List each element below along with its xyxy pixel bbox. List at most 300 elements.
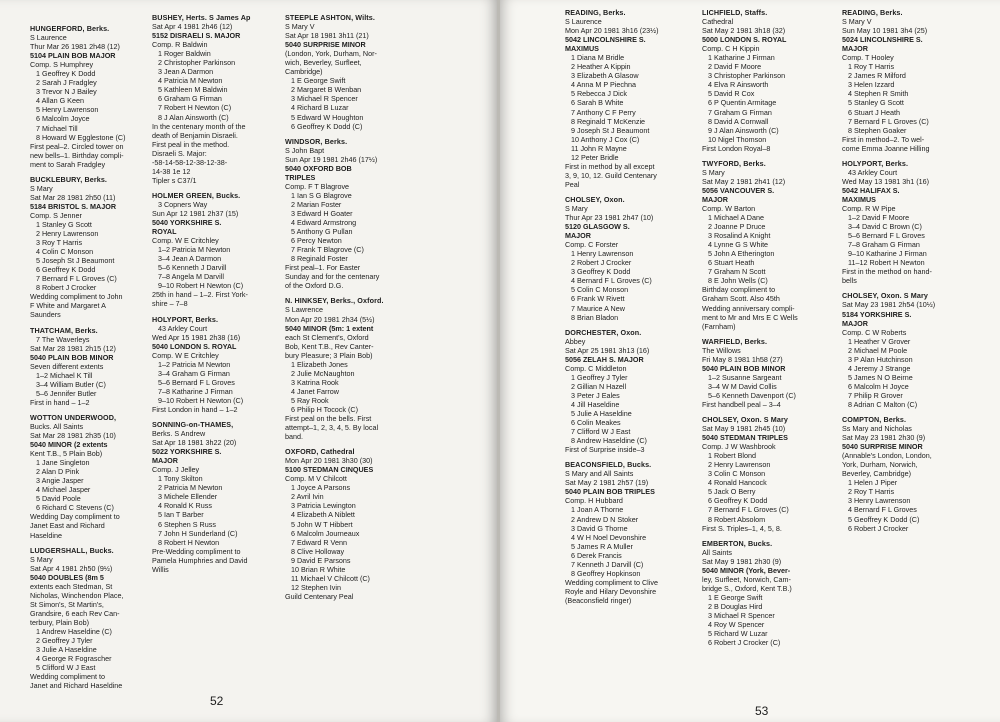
peal-entry — [702, 8, 834, 153]
peal-entry — [842, 291, 972, 409]
entry-line: S Lawrence — [285, 305, 323, 315]
ringer-line: 7 Kenneth J Darvill (C) — [571, 559, 644, 569]
tower-name: HOLMER GREEN, Bucks. — [152, 190, 241, 200]
peal-entry — [152, 191, 280, 309]
entry-line: First London Royal–8 — [702, 143, 771, 153]
entry-line: Pre-Wedding compliment to — [152, 546, 241, 556]
entry-line: Sun Apr 12 1981 2h37 (15) — [152, 208, 239, 218]
tower-name: THATCHAM, Berks. — [30, 325, 98, 335]
method-line: TRIPLES — [285, 172, 316, 182]
entry-line: (Annable's London, London, — [842, 451, 932, 461]
ringer-line: 8 Brian Bladon — [571, 312, 619, 322]
entry-line: Comp. C Forster — [565, 240, 619, 250]
ringer-line: 2 Andrew D N Stoker — [571, 514, 639, 524]
ringer-line: 2 Geoffrey J Tyler — [36, 636, 93, 646]
page-number-right: 53 — [755, 704, 769, 718]
ringer-line: 4 Lynne G S White — [708, 240, 769, 250]
entry-line: extents each Stedman, St — [30, 581, 113, 591]
ringer-line: 3 Patricia Lewington — [291, 501, 356, 511]
entry-line: All Saints — [702, 547, 732, 557]
entry-line: Comp. W Barton — [702, 203, 756, 213]
entry-line: Wedding compliment to — [30, 672, 105, 682]
method-line: MAJOR — [152, 456, 178, 466]
entry-line: Bucks. All Saints — [30, 421, 84, 431]
ringer-line: 8 Adrian C Malton (C) — [848, 399, 918, 409]
entry-line: bridge S., Oxford, Kent T.B.) — [702, 583, 792, 593]
entry-line: Comp. T Hooley — [842, 53, 894, 63]
ringer-line: 5 Clifford W J East — [36, 663, 96, 673]
entry-line: Saunders — [30, 310, 61, 320]
entry-line: of the Oxford D.G. — [285, 281, 344, 291]
ringer-line: 3 Jean A Darmon — [158, 67, 214, 77]
entry-line: Comp. W E Critchley — [152, 350, 219, 360]
ringer-line: 3–4 David C Brown (C) — [848, 222, 922, 232]
method-line: 5184 YORKSHIRE S. — [842, 309, 912, 319]
entry-line: Sat Apr 4 1981 2h46 (12) — [152, 22, 233, 32]
right-page — [500, 0, 1000, 722]
entry-line: Peal — [565, 179, 580, 189]
method-line: 5040 SURPRISE MINOR — [842, 442, 923, 452]
tower-name: LUDGERSHALL, Bucks. — [30, 545, 114, 555]
method-line: 5040 SURPRISE MINOR — [285, 40, 366, 50]
peal-entry — [152, 13, 280, 185]
entry-line: S Mary — [30, 183, 53, 193]
ringer-line: 3 Roy T Harris — [36, 238, 83, 248]
ringer-line: 3 David G Thorne — [571, 523, 628, 533]
ringer-line: 1 E George Swift — [291, 76, 346, 86]
entry-line: Sat Mar 28 1981 2h50 (11) — [30, 192, 116, 202]
ringer-line: 8 Stephen Goaker — [848, 125, 907, 135]
ringer-line: 2 David F Moore — [708, 62, 762, 72]
ringer-line: 4 Elizabeth A Niblett — [291, 510, 355, 520]
ringer-line: 6 Sarah B White — [571, 98, 624, 108]
entry-line: Sat May 23 1981 2h54 (10½) — [842, 300, 936, 310]
ringer-line: 2 Michael M Poole — [848, 345, 908, 355]
ringer-line: 2 James R Milford — [848, 71, 906, 81]
ringer-line: 4 Bernard F L Groves — [848, 505, 917, 515]
ringer-line: 6 P Quentin Armitage — [708, 98, 777, 108]
ringer-line: 5 Ray Rook — [291, 395, 329, 405]
method-line: 5040 MINOR (2 extents — [30, 440, 108, 450]
peal-entry — [30, 175, 154, 320]
entry-line: F White and Margaret A — [30, 301, 106, 311]
ringer-line: 7 Bernard F L Groves (C) — [708, 505, 789, 515]
ringer-line: 8 Robert J Crocker — [36, 283, 97, 293]
ringer-line: 6 Colin Meakes — [571, 418, 621, 428]
entry-line: Comp. M V Chilcott — [285, 474, 347, 484]
entry-line: S John Bapt — [285, 145, 325, 155]
ringer-line: 6 Stuart Heath — [708, 258, 755, 268]
right-column-2 — [702, 8, 834, 653]
ringer-line: 5–6 Jennifer Butler — [36, 388, 97, 398]
ringer-line: 1 Roy T Harris — [848, 62, 895, 72]
ringer-line: 8 Robert Absolom — [708, 514, 766, 524]
entry-line: Comp. C H Kippin — [702, 44, 760, 54]
ringer-line: 5 Richard W Luzar — [708, 629, 768, 639]
method-line: 5040 MINOR (York, Bever- — [702, 565, 791, 575]
ringer-line: 9–10 Robert H Newton (C) — [158, 281, 244, 291]
ringer-line: 6 Malcolm Journeaux — [291, 528, 360, 538]
ringer-line: 2 Patricia M Newton — [158, 483, 223, 493]
entry-line: Thur Apr 23 1981 2h47 (10) — [565, 213, 654, 223]
ringer-line: 3 Rosalind A Knight — [708, 231, 771, 241]
method-line: 5120 GLASGOW S. — [565, 222, 630, 232]
ringer-line: 1 Andrew Haseldine (C) — [36, 627, 112, 636]
ringer-line: 5 David R Cox — [708, 89, 755, 99]
ringer-line: 3–4 Graham G Firman — [158, 368, 230, 378]
entry-line: Comp. F T Blagrove — [285, 181, 350, 191]
ringer-line: 5 Joseph St J Beaumont — [36, 256, 115, 266]
ringer-line: 7 Maurice A New — [571, 303, 625, 313]
entry-line: bury Pleasure; 3 Plain Bob) — [285, 350, 373, 360]
peal-entry — [702, 337, 834, 409]
entry-line: wich, Beverley, Surfleet, — [285, 58, 362, 68]
ringer-line: 5 James N O Beirne — [848, 372, 913, 382]
ringer-line: 7 Clifford W J East — [571, 427, 631, 437]
ringer-line: 8 Andrew Haseldine (C) — [571, 436, 647, 446]
ringer-line: 1 Joyce A Parsons — [291, 483, 351, 493]
ringer-line: 1–2 Michael K Till — [36, 370, 93, 380]
ringer-line: 5–6 Bernard F L Groves — [848, 231, 925, 241]
ringer-line: 4 Bernard F L Groves (C) — [571, 276, 652, 286]
ringer-line: 4 Allan G Keen — [36, 96, 84, 106]
ringer-line: 7 Robert H Newton (C) — [158, 103, 232, 113]
peal-entry — [565, 460, 697, 605]
method-line: 5104 PLAIN BOB MAJOR — [30, 51, 116, 61]
entry-line: Wedding Day compliment to — [30, 512, 120, 522]
ringer-line: 6 Geoffrey K Dodd — [36, 265, 96, 275]
tower-name: SONNING-on-THAMES, — [152, 420, 234, 430]
entry-line: shire – 7–8 — [152, 299, 188, 309]
ringer-line: 2 Heather A Kippin — [571, 62, 631, 72]
ringer-line: 4 Jeremy J Strange — [848, 363, 911, 373]
entry-line: S Laurence — [30, 33, 67, 43]
ringer-line: 6 Percy Newton — [291, 236, 342, 246]
tower-name: COMPTON, Berks. — [842, 415, 907, 425]
method-line: 5152 DISRAELI S. MAJOR — [152, 31, 241, 41]
ringer-line: 5 Jack O Berry — [708, 487, 756, 497]
ringer-line: 2 Roy T Harris — [848, 487, 895, 497]
entry-line: new bells–1. Birthday compli- — [30, 150, 124, 160]
tower-name: CHOLSEY, Oxon. S Mary — [702, 415, 788, 425]
method-line: 5000 LONDON S. ROYAL — [702, 35, 787, 45]
ringer-line: 4 Stephen R Smith — [848, 89, 909, 99]
ringer-line: 6 Derek Francis — [571, 550, 622, 560]
tower-name: N. HINKSEY, Berks., Oxford. — [285, 296, 384, 306]
method-line: 5184 BRISTOL S. MAJOR — [30, 201, 117, 211]
ringer-line: 1 Katharine J Firman — [708, 53, 775, 63]
ringer-line: 4 George R Fograscher — [36, 654, 112, 664]
entry-line: First peal on the bells. First — [285, 414, 372, 424]
ringer-line: 7 Edward R Venn — [291, 537, 347, 547]
ringer-line: 10 Nigel Thomson — [708, 134, 767, 144]
ringer-line: 8 Reginald Foster — [291, 254, 348, 264]
ringer-line: 4 Michael Jasper — [36, 485, 91, 495]
ringer-line: 3 Trevor N J Bailey — [36, 87, 97, 97]
method-line: 5040 PLAIN BOB MINOR — [30, 352, 114, 362]
entry-line: Ss Mary and Nicholas — [842, 424, 912, 434]
ringer-line: 5 Rebecca J Dick — [571, 89, 627, 99]
entry-line: Abbey — [565, 336, 586, 346]
ringer-line: 11 Michael V Chilcott (C) — [291, 573, 370, 583]
ringer-line: 3 P Alan Hutchinson — [848, 354, 913, 364]
ringer-line: 1 Tony Skilton — [158, 474, 203, 484]
entry-line: ley, Surfleet, Norwich, Cam- — [702, 574, 791, 584]
entry-line: Sat May 2 1981 3h18 (32) — [702, 26, 786, 36]
entry-line: Comp. C W Roberts — [842, 327, 907, 337]
entry-line: come Emma Joanne Hilling — [842, 143, 930, 153]
entry-line: Seven different extents — [30, 361, 104, 371]
ringer-line: 7 The Waverleys — [36, 334, 90, 344]
peal-entry — [565, 195, 697, 322]
entry-line: (Beaconsfield ringer) — [565, 595, 632, 605]
ringer-line: 3 Julie A Haseldine — [36, 645, 97, 655]
tower-name: READING, Berks. — [842, 8, 903, 17]
peal-entry — [285, 447, 415, 601]
ringer-line: 8 Howard W Egglestone (C) — [36, 132, 126, 142]
ringer-line: 1 Diana M Bridle — [571, 53, 625, 63]
left-page — [0, 0, 497, 722]
left-column-3 — [285, 13, 415, 607]
ringer-line: 8 E John Wells (C) — [708, 276, 768, 286]
entry-line: First peal–1. For Easter — [285, 263, 361, 273]
ringer-line: 5 Stanley G Scott — [848, 98, 904, 108]
entry-line: S Mary V — [285, 22, 315, 32]
entry-line: Wedding compliment to Clive — [565, 577, 658, 587]
ringer-line: 7 Graham N Scott — [708, 267, 766, 277]
method-line: 5022 YORKSHIRE S. — [152, 447, 222, 457]
entry-line: Sat Apr 18 1981 3h22 (20) — [152, 438, 237, 448]
ringer-line: 1 Robert Blond — [708, 451, 756, 461]
ringer-line: 4 Patricia M Newton — [158, 76, 223, 86]
method-line: MAJOR — [565, 231, 591, 241]
ringer-line: 10 Anthony J Cox (C) — [571, 134, 640, 144]
entry-line: Bob, Kent T.B., Rev Canter- — [285, 341, 374, 351]
peal-entry — [30, 413, 154, 540]
entry-line: Tipler s C37/1 — [152, 175, 197, 185]
ringer-line: 2 Marian Foster — [291, 199, 342, 209]
entry-line: Royle and Hilary Devonshire — [565, 586, 657, 596]
ringer-line: 6 Malcolm H Joyce — [848, 381, 909, 391]
ringer-line: 3 Christopher Parkinson — [708, 71, 786, 81]
ringer-line: 1 Heather V Grover — [848, 336, 911, 346]
ringer-line: 2 Gillian N Hazell — [571, 381, 627, 391]
tower-name: WARFIELD, Berks. — [702, 336, 768, 346]
ringer-line: 5 Edward W Houghton — [291, 112, 364, 122]
method-line: 5040 PLAIN BOB TRIPLES — [565, 487, 655, 497]
ringer-line: 1 Roger Baldwin — [158, 49, 211, 59]
entry-line: attempt–1, 2, 3, 4, 5. By local — [285, 423, 379, 433]
method-line: 5056 VANCOUVER S. — [702, 185, 775, 195]
ringer-line: 1–2 Patricia M Newton — [158, 245, 231, 255]
right-column-1 — [565, 8, 697, 611]
tower-name: WINDSOR, Berks. — [285, 136, 348, 146]
entry-line: First handbell peal – 3–4 — [702, 399, 781, 409]
entry-line: Sun Apr 19 1981 2h46 (17½) — [285, 154, 378, 164]
method-line: 5040 DOUBLES (8m 5 — [30, 572, 104, 582]
ringer-line: 4 W H Noel Devonshire — [571, 532, 647, 542]
ringer-line: 2 Henry Lawrenson — [708, 460, 771, 470]
ringer-line: 7–8 Katharine J Firman — [158, 386, 233, 396]
peal-entry — [565, 8, 697, 189]
ringer-line: 1 Geoffrey J Tyler — [571, 372, 628, 382]
ringer-line: 3–4 W M David Collis — [708, 381, 777, 391]
entry-line: Sunday and for the centenary — [285, 272, 380, 282]
ringer-line: 8 Clive Holloway — [291, 546, 345, 556]
ringer-line: 3 Peter J Eales — [571, 390, 620, 400]
method-line: 5040 YORKSHIRE S. — [152, 218, 222, 228]
tower-name: OXFORD, Cathedral — [285, 447, 355, 457]
method-line: 5024 LINCOLNSHIRE S. — [842, 35, 923, 45]
entry-line: Comp. W E Critchley — [152, 236, 219, 246]
ringer-line: 3 Edward H Goater — [291, 208, 353, 218]
tower-name: LICHFIELD, Staffs. — [702, 8, 768, 17]
method-line: 5040 PLAIN BOB MINOR — [702, 363, 786, 373]
entry-line: York, Durham, Norwich, — [842, 460, 918, 470]
ringer-line: 12 Peter Bridle — [571, 152, 619, 162]
entry-line: each St Clement's, Oxford — [285, 332, 369, 342]
ringer-line: 7 Anthony C F Perry — [571, 107, 636, 117]
ringer-line: 7–8 Graham G Firman — [848, 240, 920, 250]
ringer-line: 6 Robert J Crocker (C) — [708, 638, 781, 648]
ringer-line: 4 Ronald K Russ — [158, 501, 212, 511]
entry-line: Comp. R W Pipe — [842, 203, 896, 213]
ringer-line: 1 Jane Singleton — [36, 458, 90, 468]
entry-line: First of Surprise inside–3 — [565, 445, 645, 455]
entry-line: ment to Sarah Fradgley — [30, 159, 106, 169]
ringer-line: 7 Philip R Grover — [848, 390, 903, 400]
tower-name: WOTTON UNDERWOOD, — [30, 412, 117, 422]
entry-line: Comp. S Humphrey — [30, 60, 94, 70]
entry-line: Comp. S Jenner — [30, 210, 82, 220]
ringer-line: 3 Michele Ellender — [158, 492, 218, 502]
method-line: 5040 LONDON S. ROYAL — [152, 341, 237, 351]
ringer-line: 6 Malcolm Joyce — [36, 114, 90, 124]
entry-line: Sat Apr 25 1981 3h13 (16) — [565, 345, 650, 355]
ringer-line: 6 Geoffrey K Dodd (C) — [291, 121, 363, 131]
peal-entry — [30, 24, 154, 169]
ringer-line: 5 Julie A Haseldine — [571, 409, 632, 419]
ringer-line: 2 B Douglas Hird — [708, 601, 763, 611]
entry-line: Sat May 2 1981 2h57 (19) — [565, 478, 649, 488]
entry-line: Graham Scott. Also 45th — [702, 294, 780, 304]
entry-line: Kent T.B., 5 Plain Bob) — [30, 449, 103, 459]
entry-line: terbury, Plain Bob) — [30, 617, 89, 627]
entry-line: Cathedral — [702, 17, 734, 27]
method-line: MAJOR — [842, 318, 868, 328]
ringer-line: 3–4 William Butler (C) — [36, 379, 106, 389]
peal-entry — [285, 137, 415, 291]
peal-entry — [30, 546, 154, 691]
ringer-line: 8 Robert H Newton — [158, 537, 220, 547]
entry-line: Janet East and Richard — [30, 521, 105, 531]
entry-line: Janet and Richard Haseldine — [30, 681, 123, 691]
entry-line: S Mary and All Saints — [565, 469, 634, 479]
ringer-line: 2 Alan D Pink — [36, 467, 80, 477]
ringer-line: 1 Elizabeth Jones — [291, 359, 348, 369]
ringer-line: 11 John R Mayne — [571, 143, 627, 153]
ringer-line: 4 Jill Haseldine — [571, 399, 620, 409]
method-line: MAJOR — [842, 44, 868, 54]
entry-line: First S. Triples–1, 4, 5, 8. — [702, 523, 782, 533]
method-line: MAJOR — [702, 194, 728, 204]
entry-line: First in the method on hand- — [842, 267, 932, 277]
ringer-line: 2 Avril Ivin — [291, 492, 324, 502]
ringer-line: 5 Ian T Barber — [158, 510, 204, 520]
entry-line: 3, 9, 10, 12. Guild Centenary — [565, 170, 657, 180]
entry-line: Nicholas, Winchendon Place, — [30, 590, 124, 600]
method-line: 5042 HALIFAX S. — [842, 185, 900, 195]
ringer-line: 1 Ian S G Blagrove — [291, 190, 352, 200]
peal-entry — [702, 539, 834, 648]
entry-line: Willis — [152, 564, 169, 574]
entry-line: Sun May 10 1981 3h4 (25) — [842, 26, 928, 36]
ringer-line: 7 Bernard F L Groves (C) — [36, 274, 117, 284]
entry-line: First peal–2. Circled tower on — [30, 141, 124, 151]
entry-line: Comp. J W Washbrook — [702, 442, 776, 452]
ringer-line: 1 Stanley G Scott — [36, 219, 92, 229]
ringer-line: 6 Stuart J Heath — [848, 107, 900, 117]
tower-name: BEACONSFIELD, Bucks. — [565, 460, 652, 470]
entry-line: S Laurence — [565, 17, 602, 27]
entry-line: Disraeli S. Major: — [152, 148, 207, 158]
ringer-line: 4 Elva R Ainsworth — [708, 80, 769, 90]
ringer-line: 2 Christopher Parkinson — [158, 58, 236, 68]
entry-line: Sat Apr 4 1981 2h50 (9½) — [30, 563, 113, 573]
entry-line: -58-14-58-12-38-12-38- — [152, 157, 228, 167]
ringer-line: 4 Janet Farrow — [291, 386, 339, 396]
ringer-line: 8 Reginald T McKenzie — [571, 116, 646, 126]
entry-line: Sat May 9 1981 2h45 (10) — [702, 424, 786, 434]
ringer-line: 9–10 Katharine J Firman — [848, 249, 927, 259]
entry-line: Thur Mar 26 1981 2h48 (12) — [30, 42, 120, 52]
ringer-line: 5 James R A Muller — [571, 541, 633, 551]
page-number-left: 52 — [210, 694, 224, 708]
ringer-line: 4 Richard B Luzar — [291, 103, 349, 113]
right-column-3 — [842, 8, 972, 539]
ringer-line: 4 Edward Armstrong — [291, 218, 357, 228]
method-line: 5040 OXFORD BOB — [285, 163, 352, 173]
ringer-line: 9 David E Parsons — [291, 555, 351, 565]
ringer-line: 2 Sarah J Fradgley — [36, 78, 97, 88]
ringer-line: 7 Graham G Firman — [708, 107, 772, 117]
entry-line: S Mary V — [842, 17, 872, 27]
ringer-line: 2 Joanne P Druce — [708, 222, 766, 232]
ringer-line: 5 Kathleen M Baldwin — [158, 85, 228, 95]
peal-entry — [842, 415, 972, 533]
entry-line: Wedding compliment to John — [30, 292, 123, 302]
peal-entry — [702, 415, 834, 533]
peal-entry — [285, 13, 415, 131]
ringer-line: 5 David Poole — [36, 494, 81, 504]
tower-name: STEEPLE ASHTON, Wilts. — [285, 13, 375, 22]
ringer-line: 6 Geoffrey K Dodd — [708, 496, 768, 506]
peal-entry — [285, 296, 415, 441]
tower-name: HOLYPORT, Berks. — [152, 314, 219, 324]
tower-name: HOLYPORT, Berks. — [842, 158, 909, 168]
ringer-line: 3 Henry Lawrenson — [848, 496, 911, 506]
ringer-line: 9 Joseph St J Beaumont — [571, 125, 650, 135]
entry-line: Birthday compliment to — [702, 285, 776, 295]
ringer-line: 5 Colin C Monson — [571, 285, 629, 295]
ringer-line: 7 Bernard F L Groves (C) — [848, 116, 929, 126]
ringer-line: 4 Anna M P Piechna — [571, 80, 636, 90]
entry-line: Comp. H Hubbard — [565, 496, 623, 506]
entry-line: Guild Centenary Peal — [285, 591, 354, 601]
entry-line: Comp. J Jelley — [152, 465, 200, 475]
peal-entry — [702, 159, 834, 331]
ringer-line: 6 Philip H Tocock (C) — [291, 404, 358, 414]
